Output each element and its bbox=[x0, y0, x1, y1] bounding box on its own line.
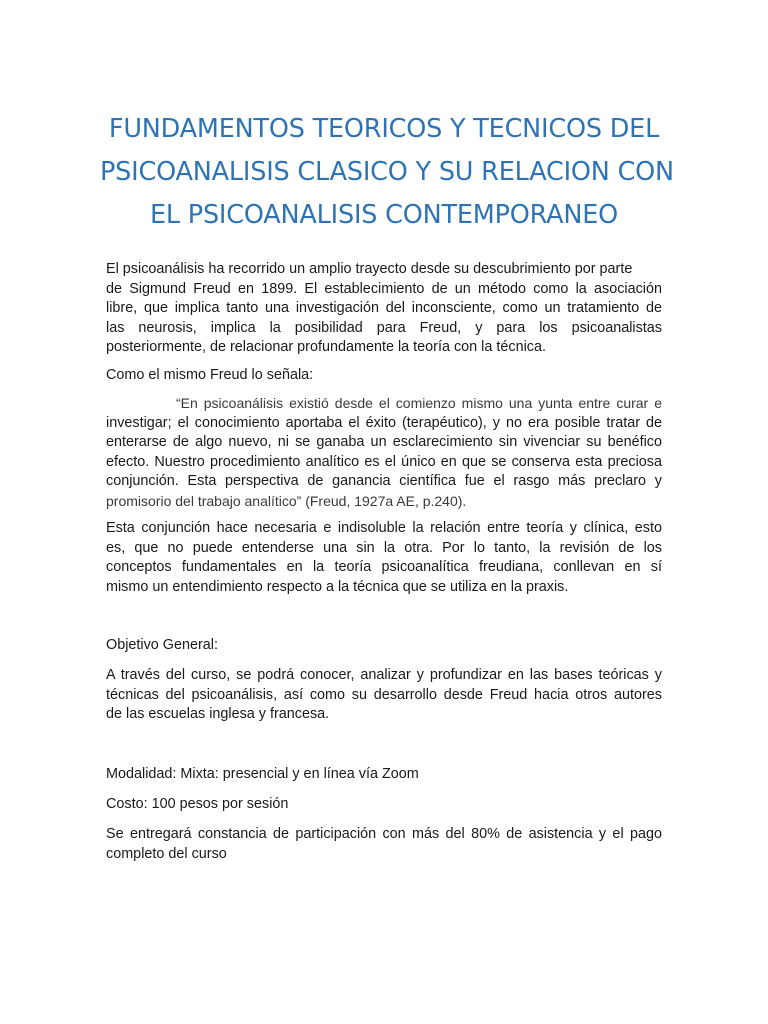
document-title bbox=[100, 108, 674, 237]
paragraph-line: posteriormente, de relacionar profundamente la teoría con la técnica. bbox=[106, 339, 546, 355]
paragraph-line: El psicoanálisis ha recorrido un amplio trayecto desde su descubrimiento por parte bbox=[106, 261, 633, 277]
quote-line: promisorio del trabajo analítico” (Freud, 1927a AE, p.240). bbox=[106, 492, 467, 509]
paragraph-line: de Sigmund Freud en 1899. El establecimiento de un método como la asociación bbox=[106, 280, 662, 297]
modality-text: Modalidad: Mixta: presencial y en línea vía Zoom bbox=[106, 766, 419, 782]
freud-quote bbox=[106, 394, 662, 511]
paragraph-line: las neurosis, implica la posibilidad para Freud, y para los psicoanalistas bbox=[106, 319, 662, 336]
paragraph-line: conceptos fundamentales en la teoría psicoanalítica freudiana, conllevan en sí bbox=[106, 559, 662, 575]
quote-line: enterarse de algo nuevo, ni se ganaba un esclarecimiento sin vivenciar su benéfico bbox=[106, 434, 662, 450]
conjunction-paragraph bbox=[106, 519, 662, 597]
quote-line: investigar; el conocimiento aportaba el éxito (terapéutico), y no era posible tratar de bbox=[106, 414, 662, 431]
quote-line: efecto. Nuestro procedimiento analítico es el único en que se conserva esta preciosa bbox=[106, 453, 662, 470]
quote-line: “En psicoanálisis existió desde el comienzo mismo una yunta entre curar e bbox=[176, 395, 662, 411]
paragraph-line: mismo un entendimiento respecto a la técnica que se utiliza en la praxis. bbox=[106, 578, 569, 595]
paragraph-line: técnicas del psicoanálisis, así como su desarrollo desde Freud hacia otros autores bbox=[106, 686, 662, 703]
title-line: PSICOANALISIS CLASICO Y SU RELACION CON bbox=[100, 157, 674, 187]
objective-paragraph bbox=[106, 666, 662, 725]
certificate-paragraph bbox=[106, 825, 662, 864]
paragraph-line: A través del curso, se podrá conocer, analizar y profundizar en las bases teóricas y bbox=[106, 667, 662, 683]
objective-heading: Objetivo General: bbox=[106, 637, 218, 653]
paragraph-line: Se entregará constancia de participación con más del 80% de asistencia y el pago bbox=[106, 826, 662, 842]
cost-text: Costo: 100 pesos por sesión bbox=[106, 796, 289, 812]
title-line: EL PSICOANALISIS CONTEMPORANEO bbox=[149, 200, 619, 230]
intro-paragraph bbox=[106, 260, 662, 358]
paragraph-line: de las escuelas inglesa y francesa. bbox=[106, 706, 330, 722]
paragraph-line: completo del curso bbox=[106, 845, 227, 862]
title-line: FUNDAMENTOS TEORICOS Y TECNICOS DEL bbox=[108, 114, 660, 144]
paragraph-line: libre, que implica tanto una investigación del inconsciente, como un tratamiento de bbox=[106, 300, 662, 316]
paragraph-line: es, que no puede entenderse una sin la otra. Por lo tanto, la revisión de los bbox=[106, 539, 662, 556]
quote-intro: Como el mismo Freud lo señala: bbox=[106, 367, 314, 383]
paragraph-line: Esta conjunción hace necesaria e indisoluble la relación entre teoría y clínica, esto bbox=[106, 520, 662, 536]
quote-line: conjunción. Esta perspectiva de ganancia científica fue el rasgo más preclaro y bbox=[106, 473, 662, 489]
